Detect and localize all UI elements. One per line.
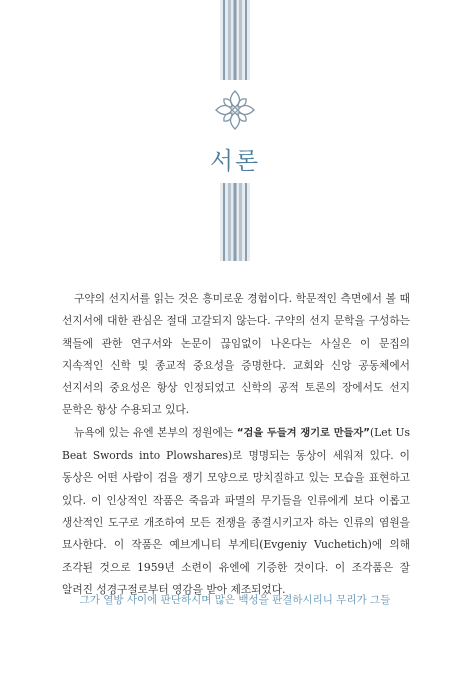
paragraph-1 [62, 288, 410, 422]
scripture-verse: 그가 열방 사이에 판단하시며 많은 백성을 판결하시리니 무리가 그들 [79, 594, 391, 606]
paragraph-2-text: (Let Us Beat Swords into Plowshares)로 명명되는 동상이 세워져 있다. 이 동상은 어떤 사람이 검을 쟁기 모양으로 망치질하고 있는 모습을 표현하고 있다. 이 인상적인 작품은 죽음과 파멸의 무기들을 인류에게 보다 이롭고 생산적인 도구로 개조하여 모든 전쟁을 종결시키고자 하는 인류의 염원을 묘사한다. 이 작품은 예브게니티 부게티(Evgeniy Vuchetich)에 의해 조각된 것으로 1959년 소련이 유엔에 기증한 것이다. 이 조각품은 잘 알려진 성경구절로부터 영감을 받아 제조되었다. [62, 425, 410, 596]
paragraph-1-text: 구약의 선지서를 읽는 것은 흥미로운 경험이다. 학문적인 측면에서 볼 때 선지서에 대한 관심은 절대 고갈되지 않는다. 구약의 선지 문학을 구성하는 책들에 관한 연구서와 논문이 끊임없이 나온다는 사실은 이 문집의 지속적인 신학 및 종교적 중요성을 증명한다. 교회와 신앙 공동체에서 선지서의 중요성은 항상 인정되었고 신학의 공적 토론의 장에서도 선지 문학은 항상 수용되고 있다. [62, 292, 410, 417]
bottom-stripe-band [220, 183, 250, 261]
paragraph-2-lead: 뉴욕에 있는 유엔 본부의 정원에는 [74, 425, 237, 439]
chapter-title: 서론 [209, 147, 261, 175]
highlighted-quote: “검을 두들겨 쟁기로 만들자” [236, 427, 370, 439]
rosette-ornament-icon [213, 88, 257, 132]
body-text [62, 288, 410, 601]
top-stripe-band [220, 0, 250, 80]
paragraph-2 [62, 422, 410, 601]
